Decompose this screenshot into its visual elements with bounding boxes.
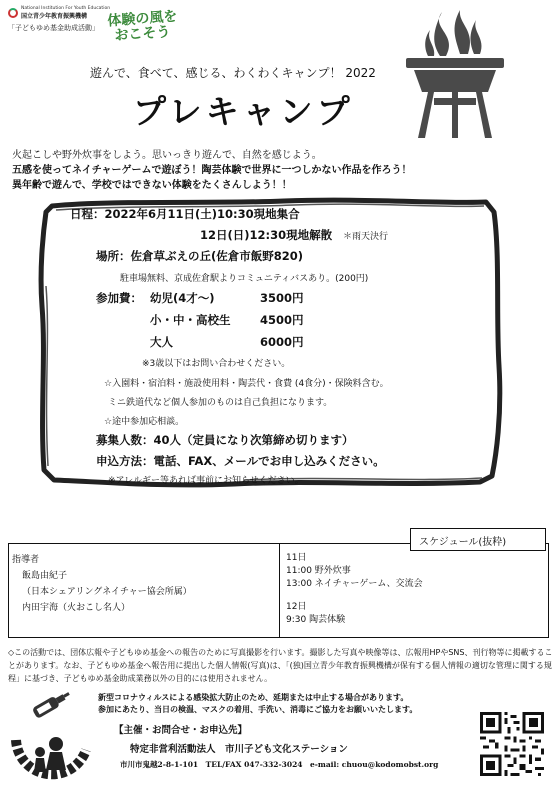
slogan-line-2: おこそう bbox=[114, 24, 171, 44]
fee-student-price: 4500円 bbox=[260, 313, 304, 327]
date-line-2: 12日(日)12:30現地解散 bbox=[200, 228, 333, 242]
rain-note: ＊雨天決行 bbox=[343, 232, 389, 242]
place-line: 場所：佐倉草ぶえの丘(佐倉市飯野820) bbox=[96, 249, 304, 263]
covid-notice bbox=[98, 692, 417, 716]
schedule-item-2: 13:00 ネイチャーゲーム、交流会 bbox=[286, 579, 423, 589]
allergy-note: ※アレルギー等あれば事前にお知らせください。 bbox=[108, 476, 304, 486]
contact-address: 市川市鬼越2-8-1-101 TEL/FAX 047-332-3024 e-mail: chuou@kodomobst.org bbox=[120, 760, 439, 769]
fee-adult-label: 大人 bbox=[150, 335, 173, 349]
intro-line-3: 異年齢で遊んで、学校ではできない体験をたくさんしよう！！ bbox=[12, 180, 292, 191]
logo-english-name: National Institution For Youth Education bbox=[21, 6, 111, 11]
parking-note: 駐車場無料、京成佐倉駅よりコミュニティバスあり。(200円) bbox=[120, 274, 369, 284]
slogan-line-1: 体験の風を bbox=[106, 8, 178, 30]
fund-activity-label: 「子どもゆめ基金助成活動」 bbox=[8, 24, 99, 32]
schedule-item-1: 11:00 野外炊事 bbox=[286, 566, 351, 576]
contact-heading: 【主催・お問合せ・お申込先】 bbox=[114, 725, 248, 736]
schedule-section bbox=[286, 552, 423, 627]
covid-notice-line-1: 新型コロナウィルスによる感染拡大防止のため、延期または中止する場合があります。 bbox=[98, 693, 409, 702]
schedule-day-2: 12日 bbox=[286, 602, 307, 612]
slogan bbox=[107, 10, 179, 45]
covid-notice-line-2: 参加にあたり、当日の検温、マスクの着用、手洗い、消毒にご協力をお願いいたします。 bbox=[98, 705, 418, 714]
fee-student-label: 小・中・高校生 bbox=[150, 313, 231, 327]
qr-code[interactable] bbox=[480, 712, 544, 776]
sanitizer-bottle-icon bbox=[24, 690, 72, 720]
intro-line-1: 火起こしや野外炊事をしよう。思いっきり遊んで、自然を感じよう。 bbox=[12, 150, 322, 161]
partial-participation-note: ☆途中参加応相談。 bbox=[104, 417, 185, 427]
fee-label: 参加費： bbox=[96, 291, 142, 305]
leader-1-name: 飯島由紀子 bbox=[22, 571, 68, 581]
intro-text bbox=[12, 148, 452, 193]
schedule-item-3: 9:30 陶芸体験 bbox=[286, 615, 346, 625]
fee-exclusions: ミニ鉄道代など個人参加のものは自己負担になります。 bbox=[108, 398, 333, 408]
event-tagline: 遊んで、食べて、感じる、わくわくキャンプ！ 2022 bbox=[90, 66, 376, 80]
fee-inclusions: ☆入園料・宿泊料・施設使用料・陶芸代・食費 (4食分)・保険料含む。 bbox=[104, 379, 389, 389]
logo-japanese-name: 国立青少年教育振興機構 bbox=[21, 13, 88, 20]
page-title: プレキャンプ bbox=[133, 92, 354, 131]
apply-method-line: 申込方法：電話、FAX、メールでお申し込みください。 bbox=[96, 454, 385, 468]
organizer-name: 特定非営利活動法人 市川子ども文化ステーション bbox=[130, 744, 348, 755]
schedule-tab: スケジュール(抜粋) bbox=[410, 528, 546, 551]
leader-1-org: （日本シェアリングネイチャー協会所属） bbox=[22, 587, 192, 597]
institution-logo-icon bbox=[8, 8, 18, 18]
schedule-day-1: 11日 bbox=[286, 553, 307, 563]
leaders-heading: 指導者 bbox=[12, 555, 40, 565]
organization-mascot-logo bbox=[10, 722, 92, 786]
capacity-line: 募集人数：40人（定員になり次第締め切ります） bbox=[96, 433, 354, 447]
date-line-1: 日程：2022年6月11日(土)10:30現地集合 bbox=[70, 207, 300, 221]
fee-child-price: 3500円 bbox=[260, 291, 304, 305]
leaders-section bbox=[12, 552, 192, 616]
photo-privacy-notice: ◇この活動では、団体広報や子どもゆめ基金への報告のために写真撮影を行います。撮影した写真や映像等は、広報用HPやSNS、刊行物等に掲載することがあります。なお、子どもゆめ基金へ報告用に提出した個人情報(写真)は、「(独)国立青少年教育振興機構が保有する個人情報の適切な管理に関する規程」に基づき、子どもゆめ基金助成業務以外の目的には使用されません。 bbox=[8, 648, 553, 683]
box-divider bbox=[279, 543, 280, 638]
fee-child-label: 幼児(4才～) bbox=[150, 291, 215, 305]
fee-adult-price: 6000円 bbox=[260, 335, 304, 349]
fee-infant-note: ※3歳以下はお問い合わせください。 bbox=[142, 359, 291, 369]
brazier-fire-icon bbox=[400, 6, 510, 140]
intro-line-2: 五感を使ってネイチャーゲームで遊ぼう！陶芸体験で世界に一つしかない作品を作ろう！ bbox=[12, 165, 412, 176]
leader-2-name: 内田宇海（火おこし名人） bbox=[22, 603, 131, 613]
